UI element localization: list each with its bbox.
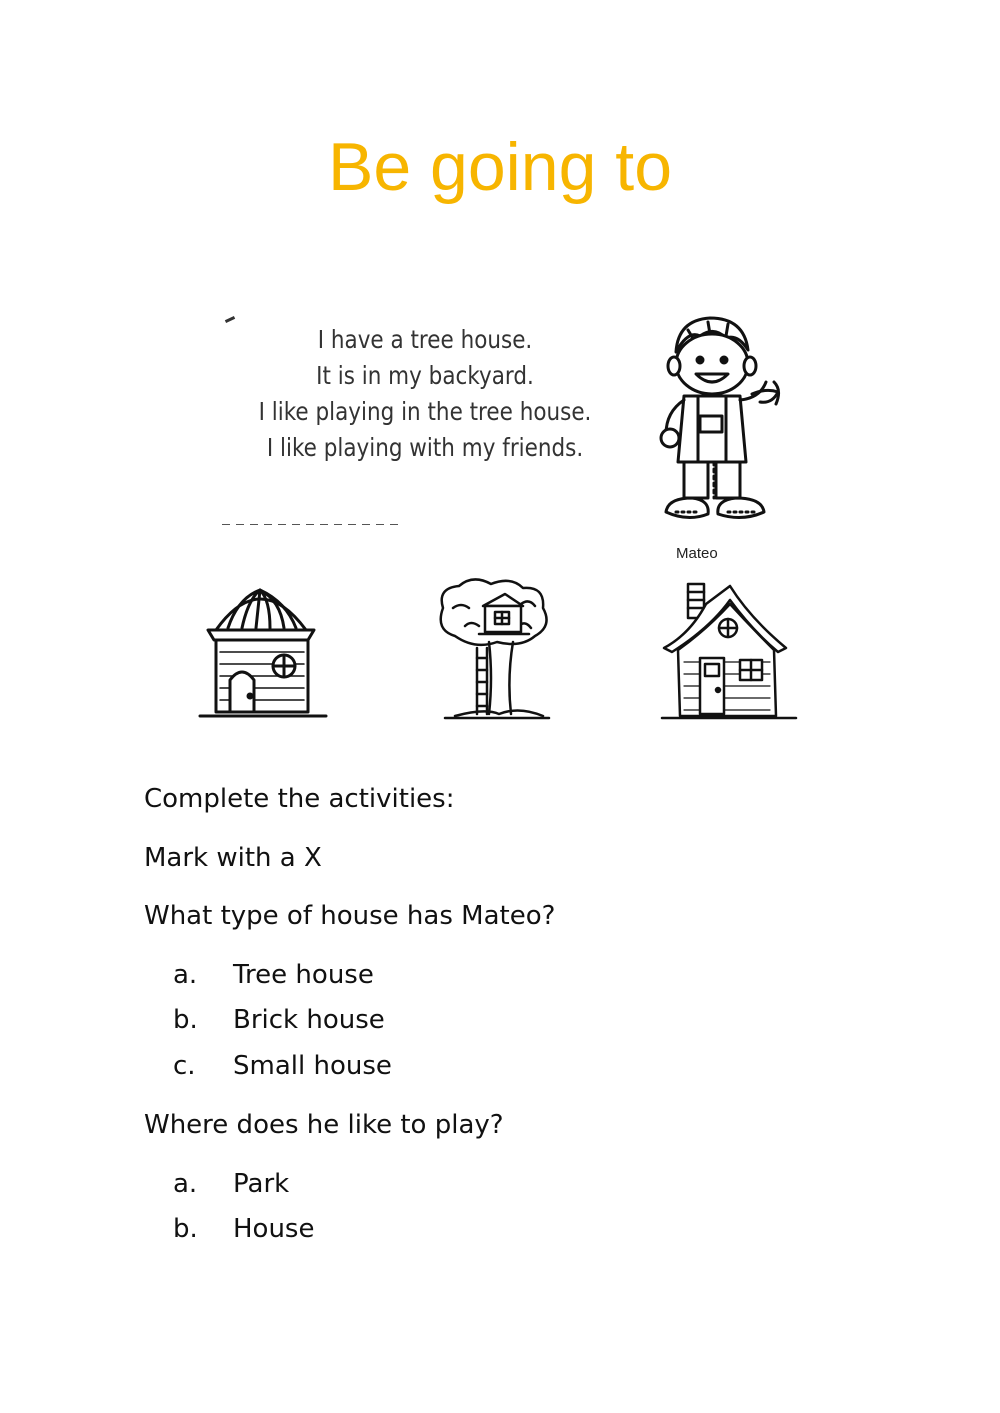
image-caption: Mateo	[676, 545, 718, 562]
boy-illustration	[648, 312, 783, 527]
story-line: I like playing in the tree house.	[258, 397, 592, 426]
option-letter: c.	[173, 1051, 196, 1081]
option-text: Brick house	[233, 1005, 385, 1035]
story-line: I like playing with my friends.	[266, 433, 584, 462]
scan-mark	[222, 524, 402, 525]
page-title: Be going to	[327, 129, 673, 205]
question-1-option-c[interactable]	[173, 1051, 392, 1081]
option-letter: a.	[173, 1169, 198, 1199]
question-1-option-b[interactable]	[173, 1005, 385, 1035]
option-letter: a.	[173, 960, 198, 990]
story-text	[253, 322, 597, 466]
dome-house-illustration	[198, 578, 328, 723]
option-letter: b.	[173, 1214, 198, 1244]
question-2-option-b[interactable]	[173, 1214, 314, 1244]
question-2: Where does he like to play?	[144, 1110, 504, 1140]
option-letter: b.	[173, 1005, 198, 1035]
scan-mark	[225, 316, 235, 323]
option-text: Park	[233, 1169, 290, 1199]
activities-heading: Complete the activities:	[144, 784, 455, 814]
mark-instruction: Mark with a X	[144, 843, 322, 873]
question-1-option-a[interactable]	[173, 960, 374, 990]
story-line: I have a tree house.	[317, 325, 533, 354]
option-text: Small house	[233, 1051, 392, 1081]
option-text: Tree house	[233, 960, 374, 990]
question-1: What type of house has Mateo?	[144, 901, 556, 931]
story-line: It is in my backyard.	[316, 361, 534, 390]
brick-house-illustration	[660, 578, 800, 723]
option-text: House	[233, 1214, 315, 1244]
question-2-option-a[interactable]	[173, 1169, 289, 1199]
tree-house-illustration	[425, 578, 565, 723]
